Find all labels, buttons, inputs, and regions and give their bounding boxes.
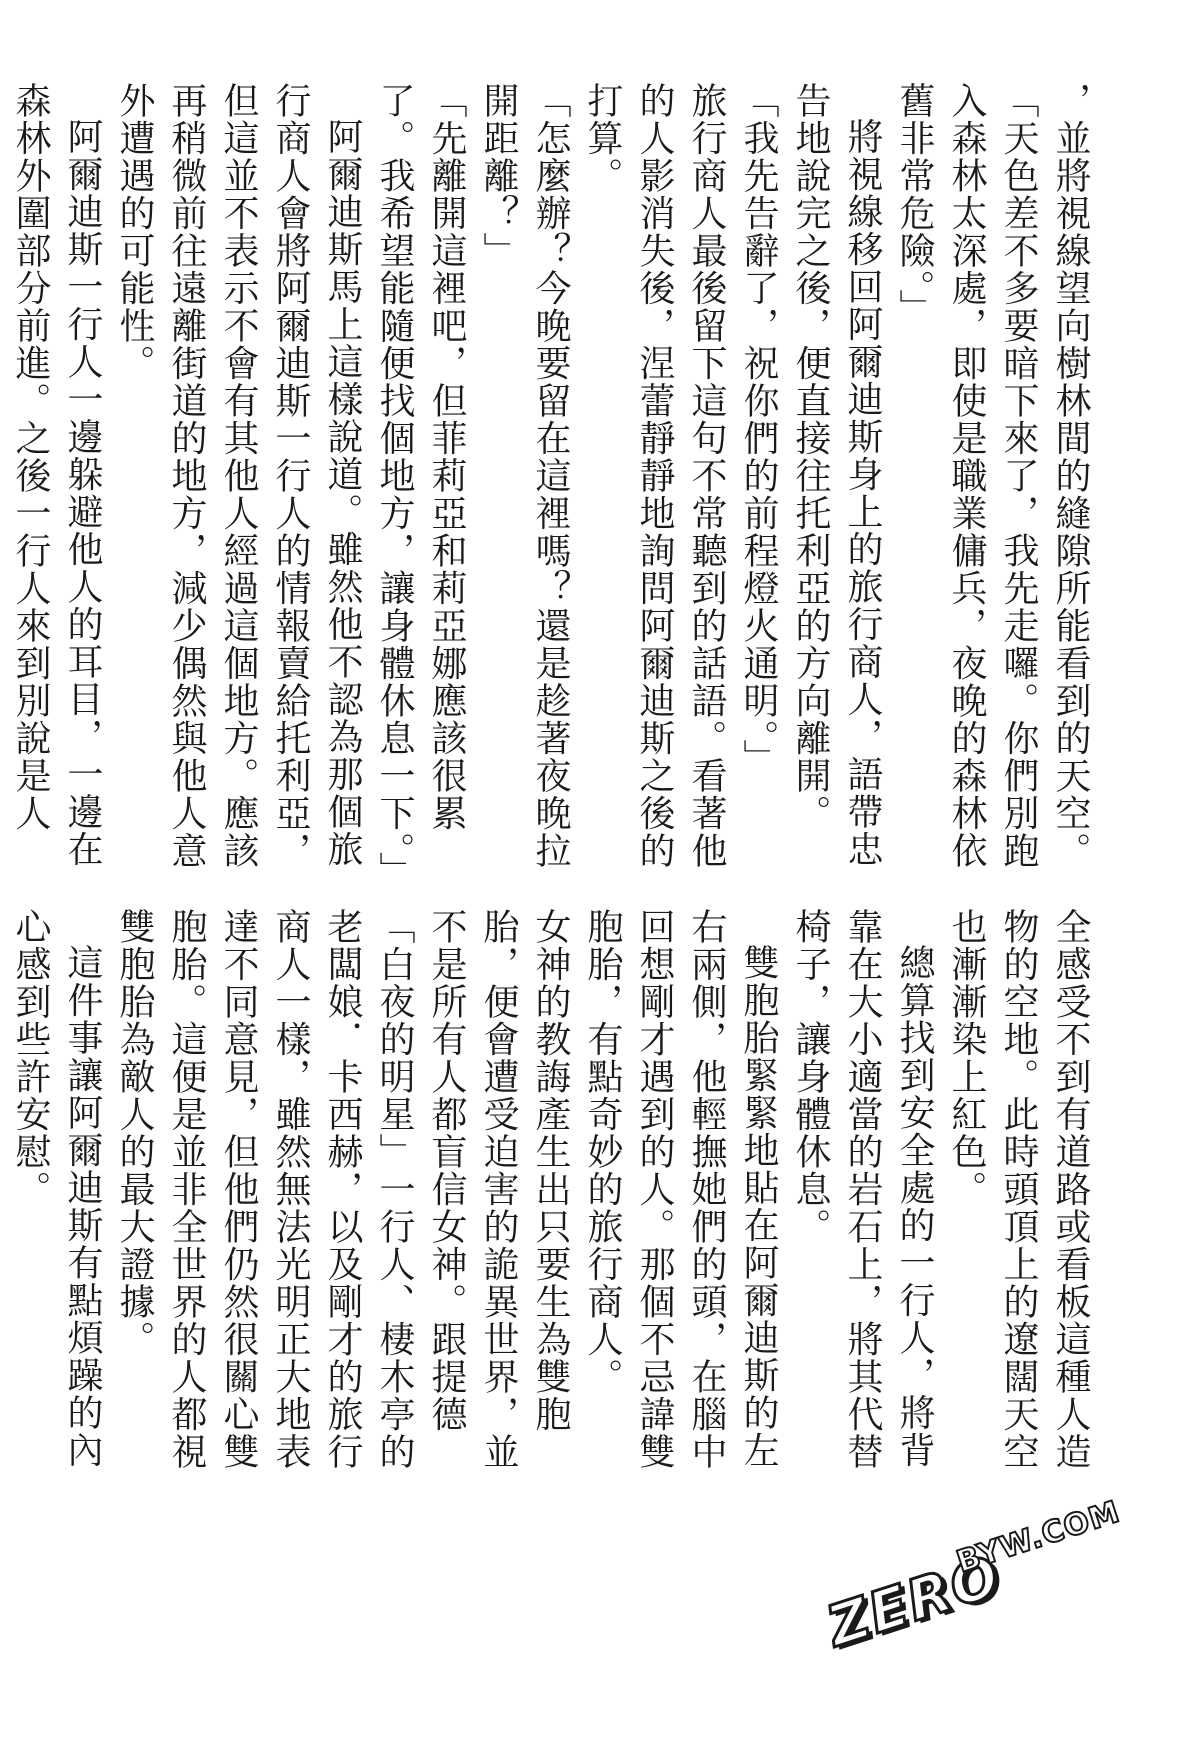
lower-text-block [10,908,1096,1484]
paragraph: 阿爾迪斯馬上這樣說道。雖然他不認為那個旅行商人會將阿爾迪斯一行人的情報賣給托利亞，但這並不表示不會有其他人經過這個地方。應該再稍微前往遠離街道的地方，減少偶然與他人意外遭遇的可能性。 [114,82,363,870]
paragraph: 「怎麼辦？今晚要留在這裡嗎？還是趁著夜晚拉開距離？」 [478,82,571,870]
upper-vertical-text [10,82,1096,889]
watermark-brand: ZERO [819,1543,1009,1660]
paragraph: 「我先告辭了，祝你們的前程燈火通明。」 [738,82,779,777]
paragraph: 雙胞胎緊緊地貼在阿爾迪斯的左右兩側，他輕撫她們的頭，在腦中回想剛才遇到的人。那個不忌諱雙胞胎，有點奇妙的旅行商人。 [582,908,779,1471]
paragraph: 將視線移回阿爾迪斯身上的旅行商人，語帶忠告地說完之後，便直接往托利亞的方向離開。 [790,82,883,868]
paragraph: 女神的教誨產生出只要生為雙胞胎，便會遭受迫害的詭異世界，並不是所有人都盲信女神。跟提德「白夜的明星」一行人、棲木亭的老闆娘．卡西赫，以及剛才的旅行商人一樣，雖然無法光明正大地表達不同意見，但他們仍然很關心雙胞胎。這便是並非全世界的人都視雙胞胎為敵人的最大證據。 [114,908,571,1471]
paragraph: 「天色差不多要暗下來了，我先走囉。你們別跑入森林太深處，即使是職業傭兵，夜晚的森林依舊非常危險。」 [894,82,1039,870]
paragraph: 旅行商人最後留下這句不常聽到的話語。看著他的人影消失後，涅蕾靜靜地詢問阿爾迪斯之後的打算。 [582,82,727,870]
upper-text-block [10,82,1096,889]
paragraph: 阿爾迪斯一行人一邊躲避他人的耳目，一邊在森林外圍部分前進。之後一行人來到別說是人 [10,82,103,868]
paragraph: 總算找到安全處的一行人，將背靠在大小適當的岩石上，將其代替椅子，讓身體休息。 [790,908,935,1471]
paragraph: 「先離開這裡吧，但菲莉亞和莉亞娜應該很累了。我希望能隨便找個地方，讓身體休息一下。」 [374,82,467,889]
watermark-site: BYW.COM [952,1494,1125,1580]
paragraph: ，並將視線望向樹林間的縫隙所能看到的天空。 [1050,82,1091,870]
paragraph: 這件事讓阿爾迪斯有點煩躁的內心感到些許安慰。 [10,908,103,1469]
lower-vertical-text [10,908,1096,1484]
paragraph: 全感受不到有道路或看板這種人造物的空地。此時頭頂上的遼闊天空也漸漸染上紅色。 [946,908,1091,1471]
